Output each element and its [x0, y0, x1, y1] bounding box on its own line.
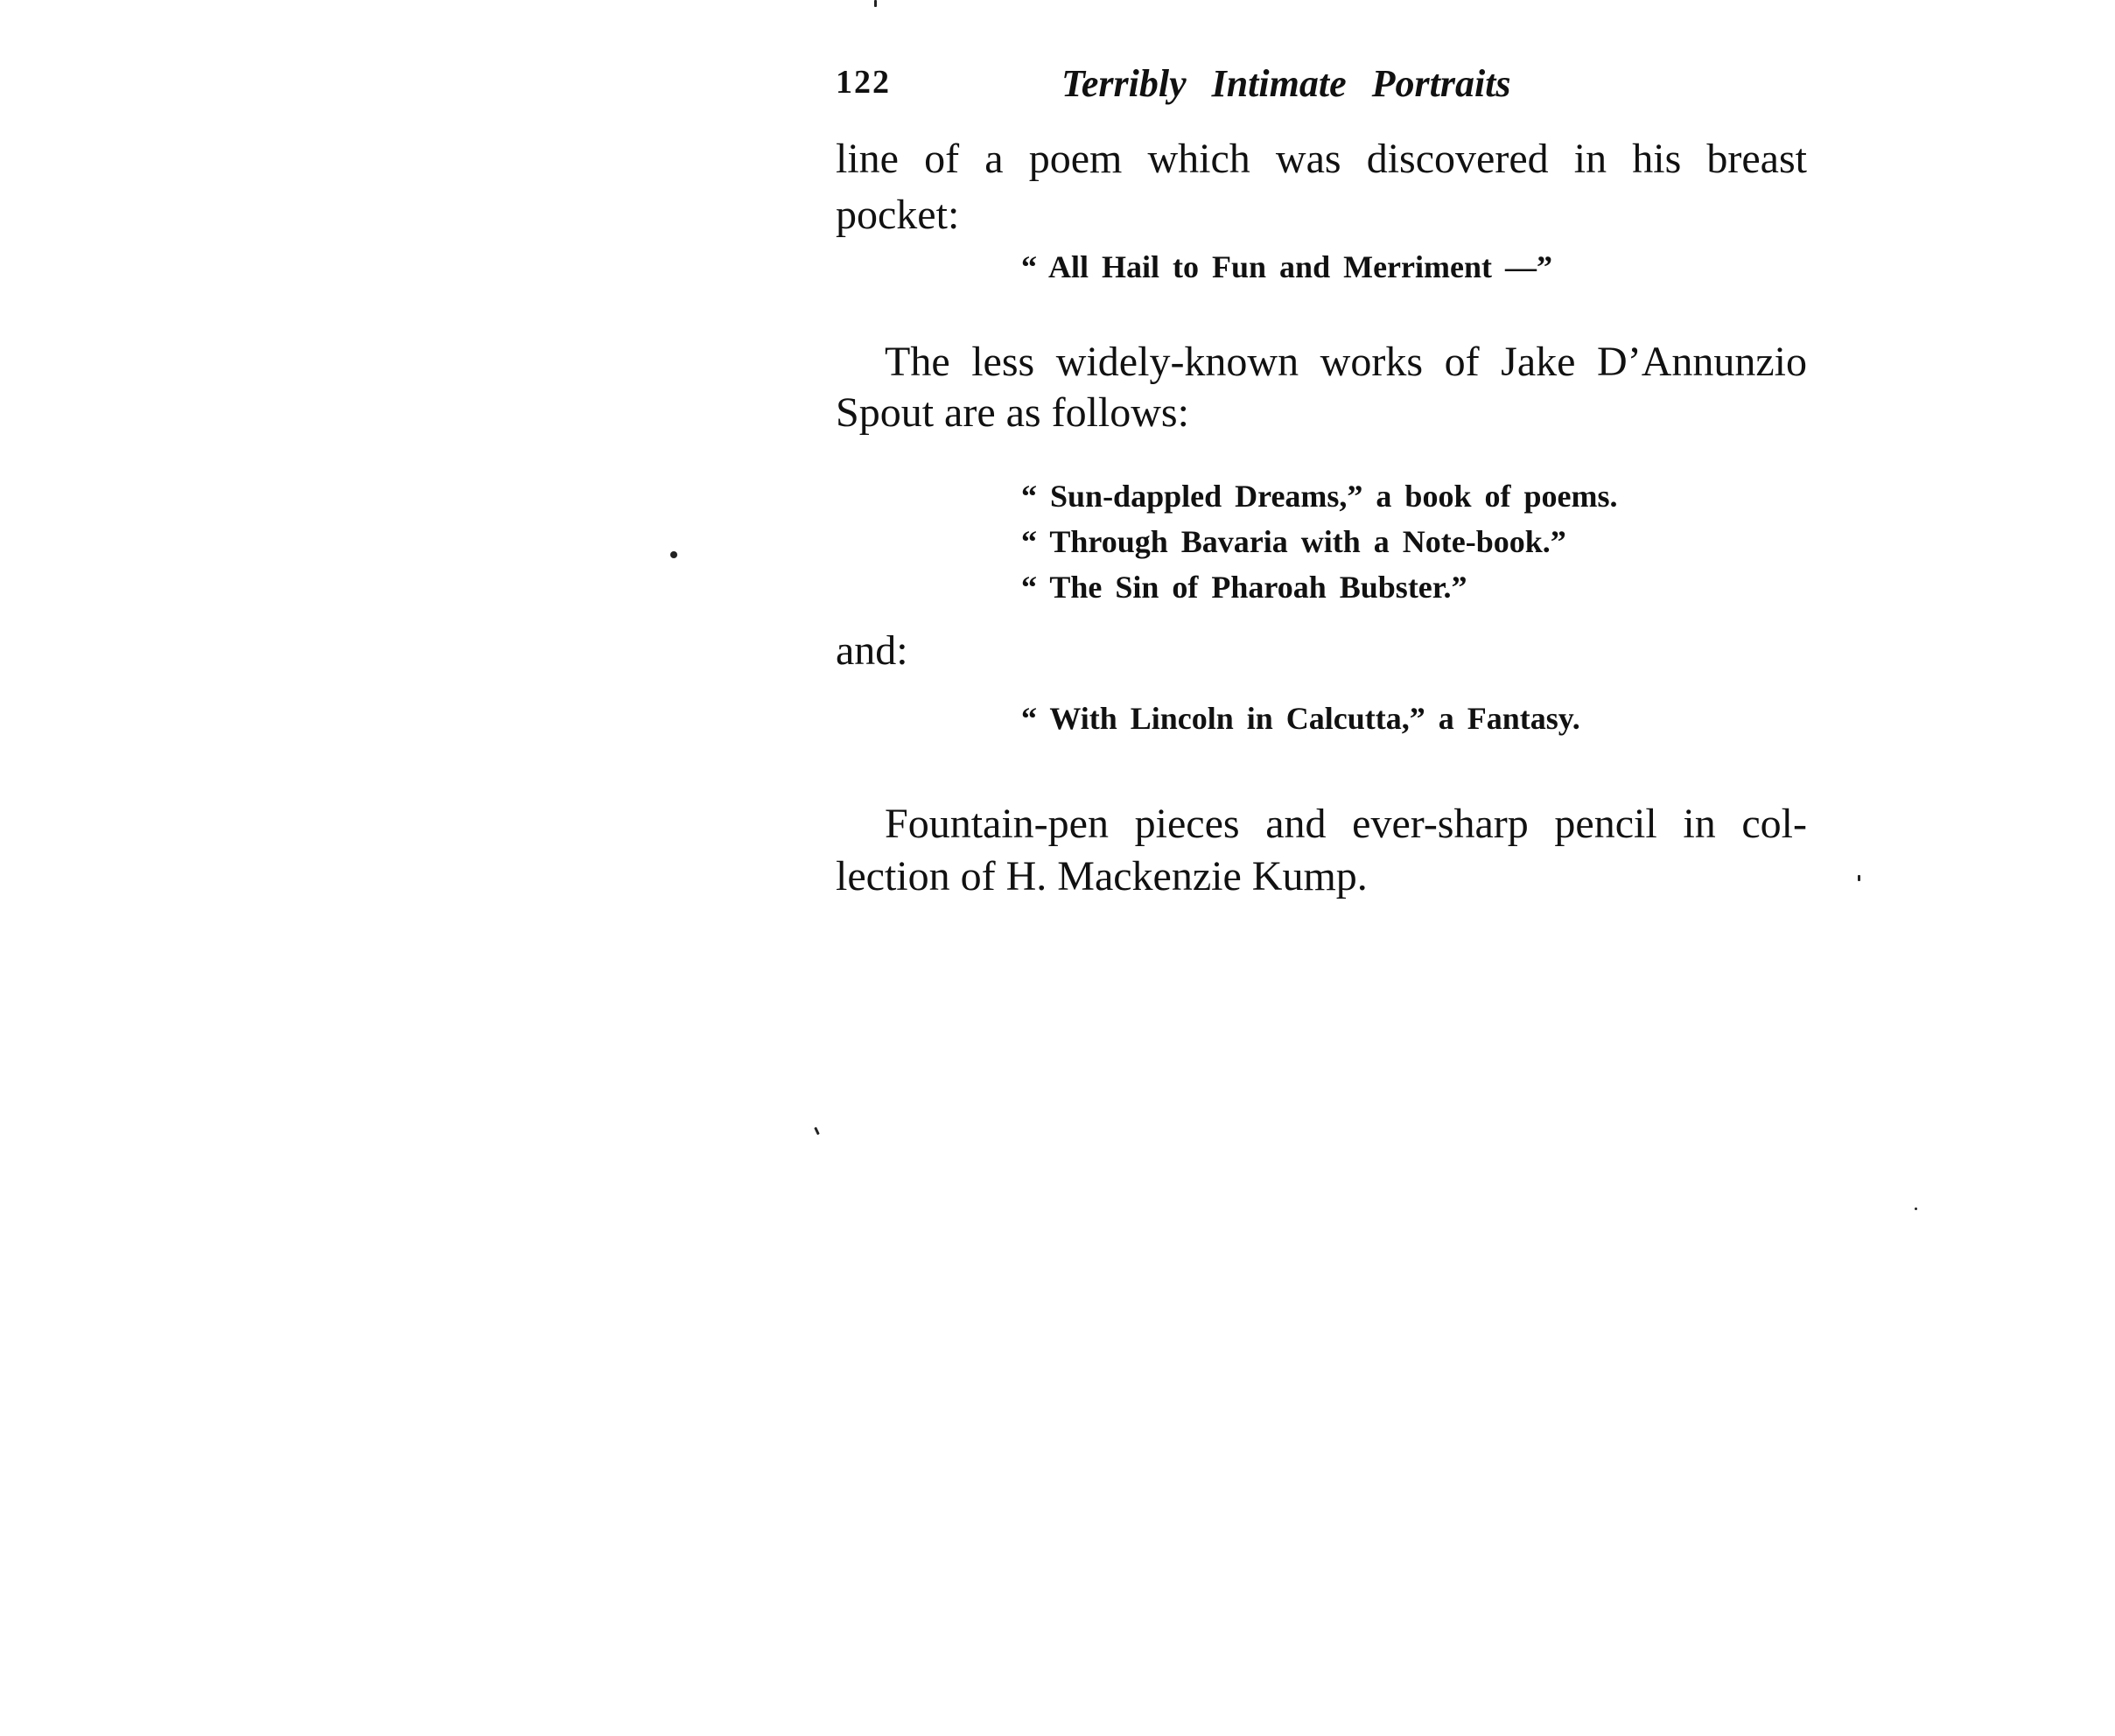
scan-speck — [874, 0, 877, 7]
paragraph-3-line-1: Fountain-pen pieces and ever-sharp pencil in col- — [885, 801, 1807, 847]
paragraph-1-line-2: pocket: — [836, 192, 960, 238]
page-number: 122 — [836, 64, 891, 101]
scan-speck — [1858, 875, 1860, 881]
scan-speck — [1915, 1208, 1917, 1210]
scan-speck — [670, 551, 677, 558]
final-work: “ With Lincoln in Calcutta,” a Fantasy. — [1021, 701, 1580, 736]
paragraph-2-line-2: Spout are as follows: — [836, 389, 1189, 436]
book-page — [836, 0, 1807, 1736]
and-label: and: — [836, 627, 908, 674]
scan-speck — [814, 1127, 820, 1135]
works-list-item: “ Through Bavaria with a Note-book.” — [1021, 524, 1566, 559]
poem-epigraph: “ All Hail to Fun and Merriment —” — [1021, 249, 1552, 284]
works-list-item: “ Sun-dappled Dreams,” a book of poems. — [1021, 479, 1618, 514]
paragraph-2-line-1: The less widely-known works of Jake D’Annunzio — [885, 339, 1807, 385]
paragraph-1-line-1: line of a poem which was discovered in his breast — [836, 136, 1807, 182]
running-title: Terribly Intimate Portraits — [1061, 62, 1511, 105]
works-list-item: “ The Sin of Pharoah Bubster.” — [1021, 570, 1467, 605]
running-head — [836, 63, 1807, 107]
paragraph-3-line-2: lection of H. Mackenzie Kump. — [836, 853, 1368, 900]
